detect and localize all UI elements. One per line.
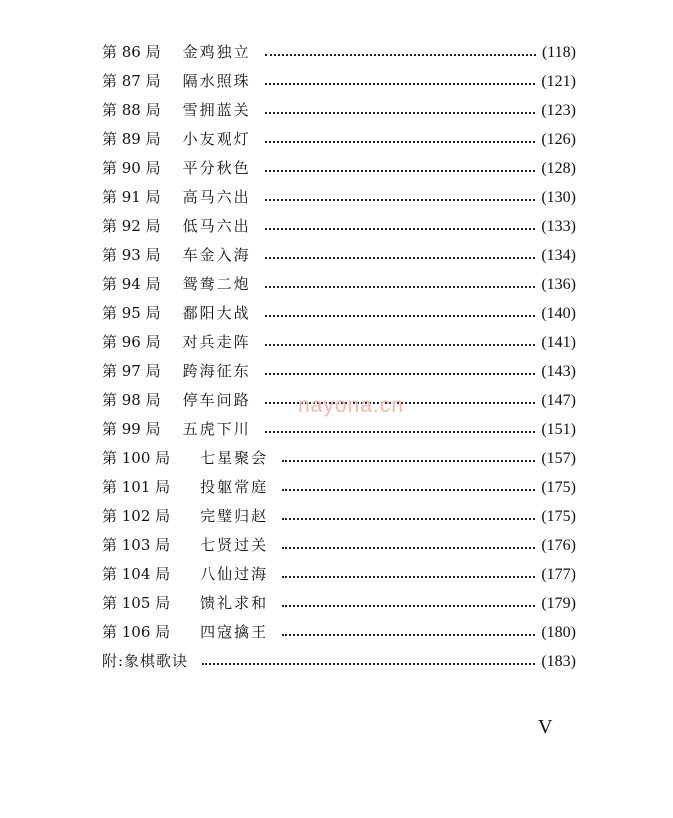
game-title: 八仙过海 (200, 565, 269, 583)
game-number: 第 87 局 (102, 72, 161, 90)
game-number: 第 96 局 (102, 333, 161, 351)
game-title: 鄱阳大战 (182, 304, 251, 322)
page-ref: (151) (541, 421, 576, 438)
toc-entry (102, 38, 576, 67)
toc-entry (102, 270, 576, 299)
toc-entry (102, 473, 576, 502)
toc-entry (102, 299, 576, 328)
toc-appendix-entry (102, 647, 576, 676)
game-number: 第 100 局 (102, 449, 171, 467)
game-title: 鸳鸯二炮 (182, 275, 251, 293)
game-number: 第 86 局 (102, 43, 161, 61)
page-ref: (123) (541, 102, 576, 119)
game-title: 七星聚会 (200, 449, 269, 467)
toc-entry (102, 589, 576, 618)
toc-entry (102, 618, 576, 647)
page-ref: (176) (541, 537, 576, 554)
page-ref: (183) (541, 653, 576, 670)
dot-leader (282, 547, 535, 549)
page-ref: (143) (541, 363, 576, 380)
dot-leader (282, 489, 535, 491)
game-title: 雪拥蓝关 (182, 101, 251, 119)
dot-leader (265, 141, 536, 143)
dot-leader (265, 315, 536, 317)
game-title: 小友观灯 (182, 130, 251, 148)
page-ref: (134) (541, 247, 576, 264)
page-ref: (180) (541, 624, 576, 641)
game-number: 第 105 局 (102, 594, 171, 612)
toc-entry (102, 183, 576, 212)
game-number: 第 101 局 (102, 478, 171, 496)
toc-entry (102, 154, 576, 183)
page-ref: (179) (541, 595, 576, 612)
dot-leader (282, 634, 535, 636)
page-ref: (157) (541, 450, 576, 467)
page-ref: (147) (541, 392, 576, 409)
dot-leader (265, 431, 536, 433)
game-number: 第 91 局 (102, 188, 161, 206)
toc-entry (102, 357, 576, 386)
game-number: 第 93 局 (102, 246, 161, 264)
dot-leader (282, 460, 535, 462)
dot-leader (265, 228, 536, 230)
page-number: V (538, 716, 553, 738)
game-number: 第 102 局 (102, 507, 171, 525)
page-ref: (121) (541, 73, 576, 90)
appendix-title: 附:象棋歌诀 (102, 652, 189, 670)
dot-leader (265, 199, 536, 201)
game-number: 第 89 局 (102, 130, 161, 148)
dot-leader (265, 112, 536, 114)
game-number: 第 95 局 (102, 304, 161, 322)
page-ref: (175) (541, 479, 576, 496)
game-title: 金鸡独立 (182, 43, 251, 61)
game-title: 平分秋色 (182, 159, 251, 177)
dot-leader (265, 344, 536, 346)
dot-leader (282, 576, 535, 578)
dot-leader (282, 605, 535, 607)
game-number: 第 106 局 (102, 623, 171, 641)
toc-entry (102, 531, 576, 560)
page-ref: (118) (541, 44, 576, 61)
toc-entry (102, 96, 576, 125)
game-title: 跨海征东 (182, 362, 251, 380)
game-number: 第 104 局 (102, 565, 171, 583)
page-ref: (140) (541, 305, 576, 322)
game-title: 完璧归赵 (200, 507, 269, 525)
page-ref: (130) (541, 189, 576, 206)
dot-leader (265, 286, 536, 288)
page-ref: (128) (541, 160, 576, 177)
dot-leader (202, 663, 535, 665)
game-number: 第 103 局 (102, 536, 171, 554)
game-number: 第 92 局 (102, 217, 161, 235)
dot-leader (265, 257, 536, 259)
watermark-text: nayona.cn (298, 394, 404, 417)
game-title: 车金入海 (182, 246, 251, 264)
toc-entry (102, 125, 576, 154)
game-title: 高马六出 (182, 188, 251, 206)
toc-entry (102, 328, 576, 357)
toc-entry (102, 212, 576, 241)
game-number: 第 99 局 (102, 420, 161, 438)
page-ref: (133) (541, 218, 576, 235)
game-title: 隔水照珠 (182, 72, 251, 90)
toc-entry (102, 444, 576, 473)
game-number: 第 97 局 (102, 362, 161, 380)
dot-leader (265, 83, 536, 85)
game-number: 第 88 局 (102, 101, 161, 119)
dot-leader (265, 54, 536, 56)
game-title: 低马六出 (182, 217, 251, 235)
table-of-contents (102, 38, 576, 676)
dot-leader (265, 373, 536, 375)
toc-entry (102, 502, 576, 531)
page-ref: (177) (541, 566, 576, 583)
game-title: 馈礼求和 (200, 594, 269, 612)
dot-leader (265, 170, 536, 172)
page-ref: (175) (541, 508, 576, 525)
toc-entry (102, 67, 576, 96)
game-title: 停车问路 (182, 391, 251, 409)
game-title: 投躯常庭 (200, 478, 269, 496)
page-ref: (141) (541, 334, 576, 351)
toc-entry (102, 415, 576, 444)
dot-leader (282, 518, 535, 520)
game-title: 五虎下川 (182, 420, 251, 438)
game-title: 对兵走阵 (182, 333, 251, 351)
game-number: 第 90 局 (102, 159, 161, 177)
game-title: 七贤过关 (200, 536, 269, 554)
toc-entry (102, 560, 576, 589)
game-title: 四寇擒王 (200, 623, 269, 641)
toc-entry (102, 241, 576, 270)
game-number: 第 98 局 (102, 391, 161, 409)
page-ref: (136) (541, 276, 576, 293)
game-number: 第 94 局 (102, 275, 161, 293)
page-ref: (126) (541, 131, 576, 148)
